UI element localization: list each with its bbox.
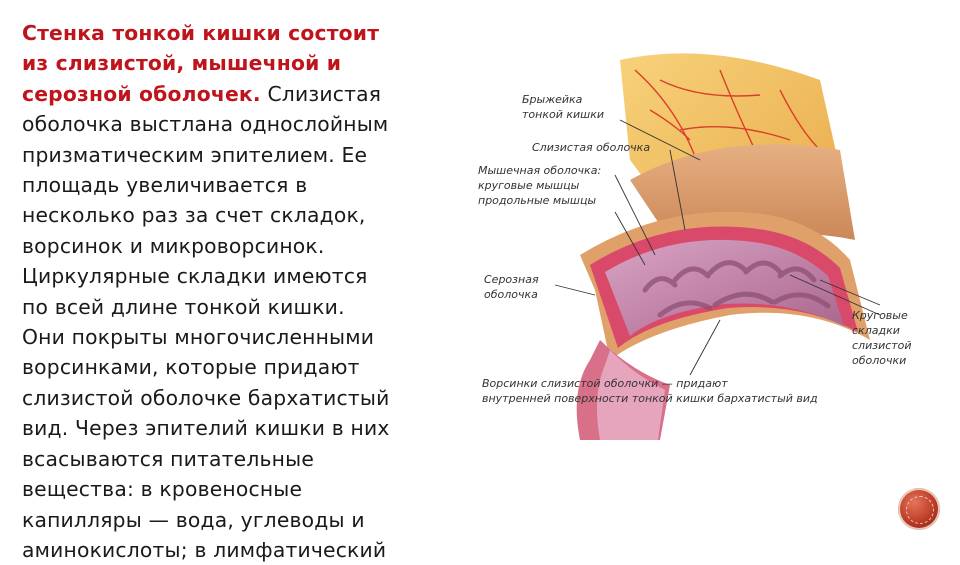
label-mesentery: Брыжейка тонкой кишки bbox=[522, 93, 605, 121]
label-muscular-layer: Мышечная оболочка: круговые мышцы продольные мышцы bbox=[478, 164, 602, 207]
slide-nav-badge-icon[interactable] bbox=[898, 488, 940, 530]
lead-tail: Слизистая bbox=[260, 81, 382, 106]
body-line: аминокислоты; в лимфатический bbox=[22, 537, 387, 562]
body-line: оболочка выстлана однослойным bbox=[22, 112, 389, 137]
lead-line-3: серозной оболочек. bbox=[22, 81, 261, 106]
body-paragraph bbox=[22, 18, 462, 565]
body-line: призматическим эпителием. Ее bbox=[22, 142, 368, 167]
lead-line-2: из слизистой, мышечной и bbox=[22, 51, 342, 76]
body-line: вещества: в кровеносные bbox=[22, 477, 303, 502]
body-line: всасываются питательные bbox=[22, 446, 315, 471]
lead-line-1: Стенка тонкой кишки состоит bbox=[22, 21, 380, 45]
label-circular-folds: Круговые складки слизистой оболочки bbox=[852, 309, 912, 367]
body-line: вид. Через эпителий кишки в них bbox=[22, 416, 390, 441]
intestine-wall-illustration bbox=[460, 40, 940, 440]
body-line: ворсинок и микроворсинок. bbox=[22, 233, 325, 258]
body-line: площадь увеличивается в bbox=[22, 173, 308, 198]
label-serosa: Серозная оболочка bbox=[484, 273, 539, 301]
body-line: Циркулярные складки имеются bbox=[22, 264, 368, 289]
label-villi: Ворсинки слизистой оболочки — придают внутренней поверхности тонкой кишки бархатистый вид bbox=[482, 377, 818, 405]
body-line: Они покрыты многочисленными bbox=[22, 325, 375, 350]
body-line: ворсинками, которые придают bbox=[22, 355, 360, 380]
body-line: капилляры — вода, углеводы и bbox=[22, 507, 365, 532]
body-line: слизистой оболочке бархатистый bbox=[22, 385, 390, 410]
label-mucosa: Слизистая оболочка bbox=[532, 141, 651, 154]
body-line: несколько раз за счет складок, bbox=[22, 203, 366, 228]
body-line: по всей длине тонкой кишки. bbox=[22, 294, 345, 319]
